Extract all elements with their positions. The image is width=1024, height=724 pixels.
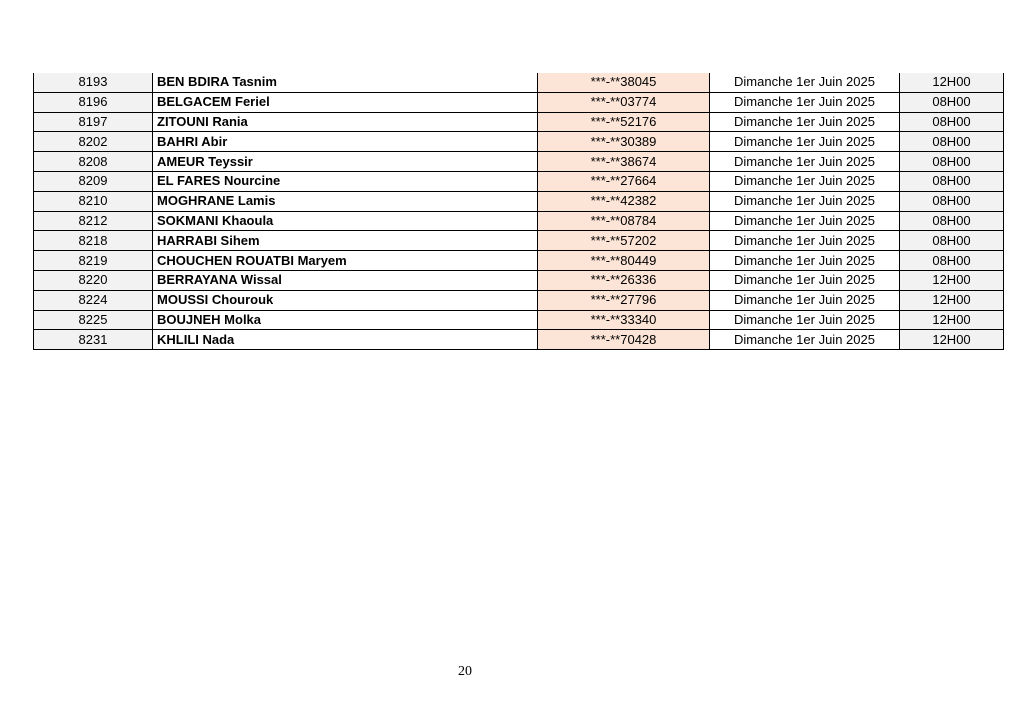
cell-id: ***-**57202 xyxy=(538,231,710,251)
table-row xyxy=(34,92,1004,112)
cell-number: 8208 xyxy=(34,152,153,172)
cell-name: BOUJNEH Molka xyxy=(153,310,538,330)
cell-date: Dimanche 1er Juin 2025 xyxy=(710,171,900,191)
cell-date: Dimanche 1er Juin 2025 xyxy=(710,132,900,152)
cell-id: ***-**26336 xyxy=(538,270,710,290)
cell-date: Dimanche 1er Juin 2025 xyxy=(710,290,900,310)
cell-date: Dimanche 1er Juin 2025 xyxy=(710,92,900,112)
table-row xyxy=(34,290,1004,310)
cell-time: 12H00 xyxy=(900,290,1004,310)
cell-name: KHLILI Nada xyxy=(153,330,538,350)
table-row xyxy=(34,270,1004,290)
cell-name: BAHRI Abir xyxy=(153,132,538,152)
cell-time: 12H00 xyxy=(900,270,1004,290)
cell-name: SOKMANI Khaoula xyxy=(153,211,538,231)
cell-time: 08H00 xyxy=(900,132,1004,152)
cell-id: ***-**70428 xyxy=(538,330,710,350)
schedule-table-body xyxy=(34,73,1004,350)
cell-time: 08H00 xyxy=(900,92,1004,112)
table-row xyxy=(34,152,1004,172)
cell-time: 08H00 xyxy=(900,251,1004,271)
cell-date: Dimanche 1er Juin 2025 xyxy=(710,310,900,330)
cell-name: AMEUR Teyssir xyxy=(153,152,538,172)
cell-id: ***-**38045 xyxy=(538,73,710,92)
cell-number: 8209 xyxy=(34,171,153,191)
cell-id: ***-**80449 xyxy=(538,251,710,271)
table-row xyxy=(34,310,1004,330)
cell-date: Dimanche 1er Juin 2025 xyxy=(710,73,900,92)
cell-id: ***-**38674 xyxy=(538,152,710,172)
table-row xyxy=(34,112,1004,132)
cell-name: HARRABI Sihem xyxy=(153,231,538,251)
cell-number: 8193 xyxy=(34,73,153,92)
cell-date: Dimanche 1er Juin 2025 xyxy=(710,231,900,251)
cell-time: 12H00 xyxy=(900,310,1004,330)
cell-date: Dimanche 1er Juin 2025 xyxy=(710,211,900,231)
cell-name: CHOUCHEN ROUATBI Maryem xyxy=(153,251,538,271)
cell-time: 08H00 xyxy=(900,211,1004,231)
cell-name: BERRAYANA Wissal xyxy=(153,270,538,290)
cell-name: BEN BDIRA Tasnim xyxy=(153,73,538,92)
cell-number: 8210 xyxy=(34,191,153,211)
cell-name: MOGHRANE Lamis xyxy=(153,191,538,211)
cell-name: ZITOUNI Rania xyxy=(153,112,538,132)
cell-number: 8231 xyxy=(34,330,153,350)
table-row xyxy=(34,191,1004,211)
cell-time: 12H00 xyxy=(900,330,1004,350)
page-number: 20 xyxy=(458,664,472,679)
table-row xyxy=(34,330,1004,350)
cell-id: ***-**08784 xyxy=(538,211,710,231)
cell-time: 08H00 xyxy=(900,112,1004,132)
cell-number: 8212 xyxy=(34,211,153,231)
cell-time: 12H00 xyxy=(900,73,1004,92)
cell-id: ***-**33340 xyxy=(538,310,710,330)
cell-time: 08H00 xyxy=(900,152,1004,172)
cell-name: EL FARES Nourcine xyxy=(153,171,538,191)
cell-number: 8196 xyxy=(34,92,153,112)
table-row xyxy=(34,132,1004,152)
cell-number: 8225 xyxy=(34,310,153,330)
cell-number: 8220 xyxy=(34,270,153,290)
cell-name: MOUSSI Chourouk xyxy=(153,290,538,310)
cell-date: Dimanche 1er Juin 2025 xyxy=(710,251,900,271)
cell-number: 8197 xyxy=(34,112,153,132)
cell-number: 8202 xyxy=(34,132,153,152)
cell-id: ***-**30389 xyxy=(538,132,710,152)
cell-date: Dimanche 1er Juin 2025 xyxy=(710,330,900,350)
cell-date: Dimanche 1er Juin 2025 xyxy=(710,270,900,290)
cell-number: 8218 xyxy=(34,231,153,251)
schedule-table-wrapper xyxy=(33,73,1004,350)
cell-date: Dimanche 1er Juin 2025 xyxy=(710,152,900,172)
table-row xyxy=(34,211,1004,231)
cell-time: 08H00 xyxy=(900,231,1004,251)
cell-number: 8224 xyxy=(34,290,153,310)
schedule-table xyxy=(33,73,1004,350)
table-row xyxy=(34,171,1004,191)
cell-time: 08H00 xyxy=(900,191,1004,211)
cell-id: ***-**03774 xyxy=(538,92,710,112)
cell-id: ***-**27796 xyxy=(538,290,710,310)
cell-number: 8219 xyxy=(34,251,153,271)
cell-date: Dimanche 1er Juin 2025 xyxy=(710,191,900,211)
cell-id: ***-**42382 xyxy=(538,191,710,211)
cell-time: 08H00 xyxy=(900,171,1004,191)
cell-name: BELGACEM Feriel xyxy=(153,92,538,112)
cell-id: ***-**27664 xyxy=(538,171,710,191)
cell-date: Dimanche 1er Juin 2025 xyxy=(710,112,900,132)
table-row xyxy=(34,73,1004,92)
table-row xyxy=(34,251,1004,271)
cell-id: ***-**52176 xyxy=(538,112,710,132)
table-row xyxy=(34,231,1004,251)
